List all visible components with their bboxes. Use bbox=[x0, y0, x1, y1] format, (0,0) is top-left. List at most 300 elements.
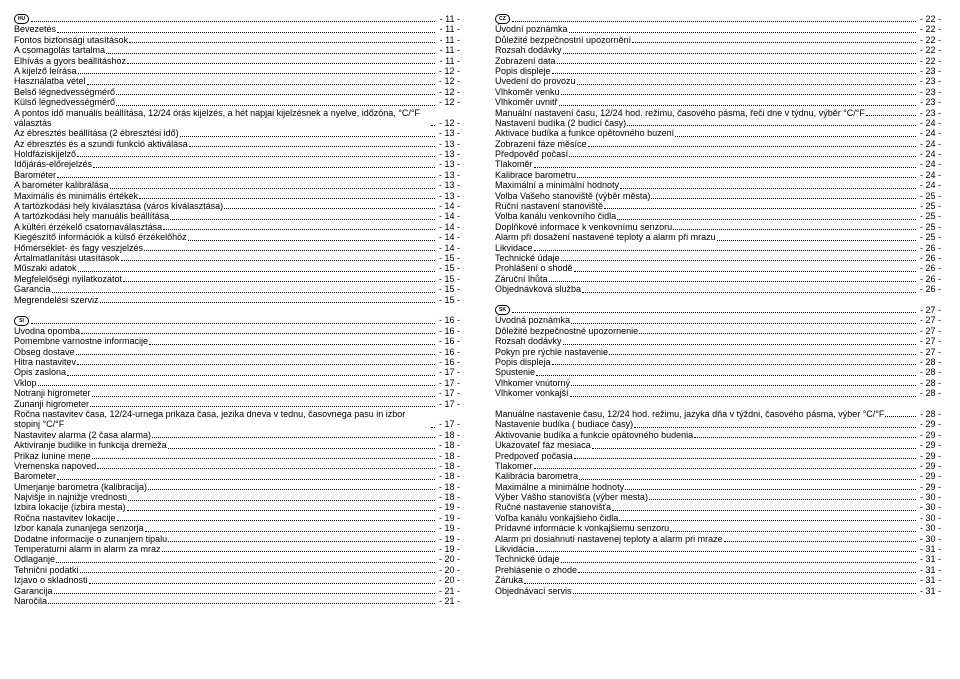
dot-leader bbox=[92, 458, 435, 459]
dot-leader bbox=[87, 84, 435, 85]
dot-leader bbox=[592, 448, 916, 449]
toc-entry-title: Likvidácia bbox=[495, 544, 535, 555]
toc-entry-title: Megrendelési szerviz bbox=[14, 294, 99, 305]
toc-entry[interactable] bbox=[495, 471, 941, 481]
toc-page-number: - 19 - bbox=[438, 502, 460, 513]
toc-entry-title: Obseg dostave bbox=[14, 346, 75, 357]
toc-page-number: - 13 - bbox=[438, 169, 460, 180]
toc-page-number: - 27 - bbox=[919, 325, 941, 336]
toc-entry[interactable] bbox=[495, 482, 941, 492]
toc-entry-title: Aktivace budíka a funkce opětovného buzení bbox=[495, 128, 675, 139]
toc-entry[interactable] bbox=[14, 503, 460, 513]
dot-leader bbox=[57, 32, 435, 33]
toc-entry[interactable] bbox=[14, 253, 460, 263]
toc-entry[interactable] bbox=[14, 66, 460, 76]
toc-page-number: - 30 - bbox=[919, 512, 941, 523]
toc-page-number: - 22 - bbox=[919, 24, 941, 35]
toc-entry[interactable] bbox=[14, 451, 460, 461]
toc-page-number: - 17 - bbox=[438, 377, 460, 388]
toc-entry[interactable] bbox=[495, 315, 941, 325]
dot-leader bbox=[561, 260, 916, 261]
dot-leader bbox=[582, 292, 916, 293]
toc-entry[interactable] bbox=[495, 399, 941, 420]
toc-entry-title: Pokyn pre rýchle nastavenie bbox=[495, 346, 609, 357]
toc-entry[interactable] bbox=[14, 586, 460, 596]
toc-page-number: - 15 - bbox=[438, 263, 460, 274]
toc-entry[interactable] bbox=[495, 56, 941, 66]
toc-entry[interactable] bbox=[495, 367, 941, 377]
toc-entry-title: Alarm pri dosiahnutí nastavenej teploty a alarm pri mraze bbox=[495, 533, 723, 544]
toc-entry-title: Vklop bbox=[14, 377, 37, 388]
toc-entry[interactable] bbox=[495, 326, 941, 336]
toc-entry[interactable] bbox=[495, 139, 941, 149]
toc-entry[interactable] bbox=[495, 76, 941, 86]
dot-leader bbox=[48, 603, 435, 604]
toc-entry-title: Hőmérséklet- és fagy veszjelzés bbox=[14, 242, 144, 253]
toc-page-number: - 26 - bbox=[919, 273, 941, 284]
toc-entry[interactable] bbox=[14, 575, 460, 585]
toc-entry[interactable] bbox=[14, 191, 460, 201]
toc-column-left bbox=[14, 14, 460, 617]
toc-entry-title: A tartózkodási hely kiválasztása (város kiválasztása) bbox=[14, 201, 224, 212]
toc-page-number: - 31 - bbox=[919, 575, 941, 586]
toc-entry[interactable] bbox=[14, 492, 460, 502]
dot-leader bbox=[78, 271, 435, 272]
toc-page-number: - 11 - bbox=[439, 13, 460, 24]
dot-leader bbox=[609, 354, 916, 355]
toc-entry-title: Dodatne informacije o zunanjem tipalu bbox=[14, 533, 168, 544]
toc-page-number: - 18 - bbox=[438, 492, 460, 503]
toc-page-number: - 23 - bbox=[919, 97, 941, 108]
toc-entry-title: Prohlášení o shodě bbox=[495, 263, 573, 274]
dot-leader bbox=[571, 323, 916, 324]
toc-entry[interactable] bbox=[14, 513, 460, 523]
toc-entry[interactable] bbox=[14, 461, 460, 471]
toc-entry[interactable] bbox=[495, 232, 941, 242]
toc-entry[interactable] bbox=[495, 274, 941, 284]
toc-section-header[interactable] bbox=[495, 14, 941, 24]
toc-entry[interactable] bbox=[495, 419, 941, 429]
toc-entry-title: Úvodní poznámka bbox=[495, 24, 568, 35]
dot-leader bbox=[534, 468, 916, 469]
dot-leader bbox=[77, 156, 435, 157]
toc-entry-title: Důležité bezpečnostní upozornění bbox=[495, 34, 632, 45]
toc-page-number: - 25 - bbox=[919, 221, 941, 232]
dot-leader bbox=[536, 375, 916, 376]
toc-page-number: - 28 - bbox=[919, 367, 941, 378]
toc-entry-title: Nastavitev alarma (2 časa alarma) bbox=[14, 429, 152, 440]
toc-page-number: - 24 - bbox=[919, 117, 941, 128]
toc-entry[interactable] bbox=[14, 336, 460, 346]
toc-entry[interactable] bbox=[14, 409, 460, 430]
dot-leader bbox=[534, 250, 916, 251]
toc-entry[interactable] bbox=[14, 534, 460, 544]
dot-leader bbox=[617, 219, 916, 220]
toc-page-number: - 27 - bbox=[919, 305, 941, 316]
toc-entry-title: Maximální a minimální hodnoty bbox=[495, 180, 620, 191]
toc-column-right bbox=[495, 14, 941, 607]
toc-entry[interactable] bbox=[495, 97, 941, 107]
toc-entry-title: Rozsah dodávky bbox=[495, 336, 562, 347]
toc-page-number: - 22 - bbox=[919, 55, 941, 66]
toc-entry[interactable] bbox=[14, 159, 460, 169]
toc-entry-title: A kültéri érzékelő csatornaválasztása bbox=[14, 221, 163, 232]
toc-entry[interactable] bbox=[495, 357, 941, 367]
toc-entry[interactable] bbox=[14, 45, 460, 55]
toc-section-header[interactable] bbox=[495, 305, 941, 315]
dot-leader bbox=[110, 188, 435, 189]
dot-leader bbox=[577, 177, 916, 178]
toc-page-number: - 26 - bbox=[919, 242, 941, 253]
toc-section-hu bbox=[14, 14, 460, 305]
dot-leader bbox=[117, 520, 435, 521]
toc-page-number: - 25 - bbox=[919, 232, 941, 243]
toc-entry[interactable] bbox=[14, 378, 460, 388]
toc-page-number: - 13 - bbox=[438, 149, 460, 160]
toc-entry[interactable] bbox=[14, 347, 460, 357]
toc-entry[interactable] bbox=[14, 180, 460, 190]
toc-entry-title: Technické údaje bbox=[495, 554, 560, 565]
dot-leader bbox=[38, 385, 435, 386]
toc-page-number: - 20 - bbox=[438, 575, 460, 586]
toc-page-number: - 19 - bbox=[438, 523, 460, 534]
toc-entry[interactable] bbox=[14, 471, 460, 481]
toc-entry[interactable] bbox=[14, 284, 460, 294]
dot-leader bbox=[627, 125, 916, 126]
toc-entry-title: Zobrazení fáze měsíce bbox=[495, 138, 587, 149]
dot-leader bbox=[536, 551, 916, 552]
toc-entry[interactable] bbox=[14, 596, 460, 606]
toc-entry[interactable] bbox=[14, 554, 460, 564]
dot-leader bbox=[31, 21, 435, 22]
toc-entry[interactable] bbox=[14, 24, 460, 34]
toc-page-number: - 14 - bbox=[438, 221, 460, 232]
toc-entry[interactable] bbox=[14, 357, 460, 367]
dot-leader bbox=[129, 42, 435, 43]
toc-page-number: - 17 - bbox=[438, 398, 460, 409]
toc-entry[interactable] bbox=[495, 565, 941, 575]
toc-entry[interactable] bbox=[495, 502, 941, 512]
toc-page-number: - 23 - bbox=[919, 76, 941, 87]
dot-leader bbox=[579, 479, 916, 480]
toc-entry-title: Voľba kanálu vonkajšieho čidla bbox=[495, 512, 619, 523]
toc-page-number: - 11 - bbox=[439, 45, 460, 56]
toc-page-number: - 31 - bbox=[919, 585, 941, 596]
dot-leader bbox=[78, 73, 435, 74]
dot-leader bbox=[569, 32, 916, 33]
toc-entry-title: Izbira lokacije (izbira mesta) bbox=[14, 502, 126, 513]
toc-page-number: - 17 - bbox=[438, 367, 460, 378]
toc-entry[interactable] bbox=[495, 35, 941, 45]
dot-leader bbox=[885, 416, 916, 417]
toc-entry-title: Doplňkové informace k venkovnímu senzoru bbox=[495, 221, 673, 232]
toc-page-number: - 11 - bbox=[439, 24, 460, 35]
dot-leader bbox=[168, 541, 435, 542]
toc-entry-title: Prehlásenie o zhode bbox=[495, 564, 578, 575]
toc-entry[interactable] bbox=[495, 222, 941, 232]
dot-leader bbox=[67, 375, 435, 376]
toc-entry[interactable] bbox=[495, 461, 941, 471]
toc-entry[interactable] bbox=[14, 211, 460, 221]
toc-entry[interactable] bbox=[495, 284, 941, 294]
toc-entry[interactable] bbox=[495, 575, 941, 585]
toc-entry-title: Pomembne varnostne informacije bbox=[14, 336, 149, 347]
toc-page-number: - 13 - bbox=[438, 190, 460, 201]
toc-entry[interactable] bbox=[495, 243, 941, 253]
toc-entry[interactable] bbox=[495, 430, 941, 440]
dot-leader bbox=[574, 271, 916, 272]
toc-page-number: - 24 - bbox=[919, 159, 941, 170]
toc-entry-title: Likvidace bbox=[495, 242, 533, 253]
dot-leader bbox=[534, 167, 916, 168]
toc-page-number: - 14 - bbox=[438, 201, 460, 212]
toc-page-number: - 23 - bbox=[919, 86, 941, 97]
dot-leader bbox=[116, 105, 435, 106]
toc-entry-title: Izjavo o skladnosti bbox=[14, 575, 88, 586]
toc-entry-title: Alarm při dosažení nastavené teploty a alarm při mrazu bbox=[495, 232, 716, 243]
dot-leader bbox=[569, 156, 916, 157]
dot-leader bbox=[144, 250, 435, 251]
toc-entry[interactable] bbox=[495, 253, 941, 263]
toc-entry-title: Záruční lhůta bbox=[495, 273, 548, 284]
dot-leader bbox=[54, 593, 435, 594]
toc-entry[interactable] bbox=[14, 35, 460, 45]
toc-entry-title: Ruční nastavení stanoviště bbox=[495, 201, 604, 212]
toc-entry[interactable] bbox=[495, 451, 941, 461]
toc-entry[interactable] bbox=[14, 440, 460, 450]
toc-page-number: - 24 - bbox=[919, 128, 941, 139]
dot-leader bbox=[77, 364, 435, 365]
toc-page-number: - 25 - bbox=[919, 201, 941, 212]
toc-entry[interactable] bbox=[495, 336, 941, 346]
toc-entry[interactable] bbox=[14, 565, 460, 575]
dot-leader bbox=[571, 385, 916, 386]
toc-entry[interactable] bbox=[495, 554, 941, 564]
toc-entry-title: Rozsah dodávky bbox=[495, 45, 562, 56]
toc-entry-title: Objednávací servis bbox=[495, 585, 572, 596]
dot-leader bbox=[670, 531, 916, 532]
toc-entry[interactable] bbox=[14, 108, 460, 129]
dot-leader bbox=[170, 219, 435, 220]
toc-entry[interactable] bbox=[14, 56, 460, 66]
toc-page-number: - 12 - bbox=[438, 65, 460, 76]
language-badge-icon: HU bbox=[14, 14, 29, 24]
toc-entry-title: A csomagolás tartalma bbox=[14, 45, 106, 56]
toc-entry-title: Az ébresztés és a szundi funkció aktiválása bbox=[14, 138, 188, 149]
toc-entry[interactable] bbox=[14, 295, 460, 305]
toc-entry-title: A barométer kalibrálása bbox=[14, 180, 109, 191]
toc-entry[interactable] bbox=[495, 108, 941, 118]
toc-entry-title: Dôležité bezpečnostné upozornenie bbox=[495, 325, 639, 336]
toc-entry[interactable] bbox=[495, 24, 941, 34]
toc-entry-title: A tartózkodási hely manuális beállítása bbox=[14, 211, 170, 222]
toc-entry-title: Uvedení do provozu bbox=[495, 76, 576, 87]
toc-entry-title: Umerjanje barometra (kalibracija) bbox=[14, 481, 148, 492]
toc-entry[interactable] bbox=[495, 534, 941, 544]
toc-page-number: - 30 - bbox=[919, 492, 941, 503]
dot-leader bbox=[563, 344, 916, 345]
toc-entry[interactable] bbox=[495, 263, 941, 273]
toc-entry-title: Izbor kanala zunanjega senzorja bbox=[14, 523, 144, 534]
dot-leader bbox=[561, 94, 916, 95]
toc-entry[interactable] bbox=[14, 222, 460, 232]
dot-leader bbox=[92, 396, 435, 397]
dot-leader bbox=[57, 177, 435, 178]
toc-entry[interactable] bbox=[495, 440, 941, 450]
toc-entry[interactable] bbox=[495, 347, 941, 357]
toc-page-number: - 12 - bbox=[438, 86, 460, 97]
toc-entry-title: Vlhkoměr uvnitř bbox=[495, 97, 558, 108]
dot-leader bbox=[673, 229, 916, 230]
toc-entry[interactable] bbox=[495, 180, 941, 190]
toc-entry-title: Holdfáziskijelző bbox=[14, 149, 77, 160]
dot-leader bbox=[632, 42, 916, 43]
toc-entry[interactable] bbox=[495, 128, 941, 138]
toc-entry-title: Prídavné informácie k vonkajšiemu senzoru bbox=[495, 523, 670, 534]
toc-entry[interactable] bbox=[495, 211, 941, 221]
toc-entry[interactable] bbox=[495, 544, 941, 554]
toc-page-number: - 28 - bbox=[919, 377, 941, 388]
toc-page-number: - 27 - bbox=[919, 315, 941, 326]
toc-entry-title: Vlhkomer vonkajší bbox=[495, 388, 569, 399]
toc-entry-title: Kalibrácia barometra bbox=[495, 471, 579, 482]
toc-entry-title: Ártalmatlanítási utasítások bbox=[14, 252, 120, 263]
toc-entry[interactable] bbox=[495, 45, 941, 55]
dot-leader bbox=[100, 302, 435, 303]
toc-section-header[interactable] bbox=[14, 315, 460, 325]
toc-page-number: - 30 - bbox=[919, 533, 941, 544]
toc-entry[interactable] bbox=[495, 523, 941, 533]
toc-entry[interactable] bbox=[14, 523, 460, 533]
toc-entry[interactable] bbox=[495, 159, 941, 169]
toc-entry[interactable] bbox=[14, 274, 460, 284]
toc-page-number: - 18 - bbox=[438, 450, 460, 461]
dot-leader bbox=[512, 312, 916, 313]
dot-leader bbox=[127, 63, 435, 64]
toc-page-number: - 27 - bbox=[919, 336, 941, 347]
dot-leader bbox=[552, 73, 916, 74]
toc-page-number: - 14 - bbox=[438, 242, 460, 253]
toc-entry[interactable] bbox=[14, 97, 460, 107]
toc-section-header[interactable] bbox=[14, 14, 460, 24]
toc-entry[interactable] bbox=[14, 87, 460, 97]
dot-leader bbox=[128, 500, 435, 501]
toc-page-number: - 19 - bbox=[438, 512, 460, 523]
toc-entry[interactable] bbox=[495, 87, 941, 97]
toc-entry-title: Technické údaje bbox=[495, 252, 560, 263]
toc-page-number: - 12 - bbox=[438, 76, 460, 87]
toc-entry[interactable] bbox=[495, 388, 941, 398]
toc-page-number: - 17 - bbox=[438, 388, 460, 399]
toc-entry[interactable] bbox=[14, 388, 460, 398]
toc-page-number: - 25 - bbox=[919, 190, 941, 201]
dot-leader bbox=[162, 551, 435, 552]
toc-page-number: - 14 - bbox=[438, 211, 460, 222]
dot-leader bbox=[619, 520, 916, 521]
toc-entry[interactable] bbox=[495, 149, 941, 159]
toc-page-number: - 21 - bbox=[438, 585, 460, 596]
toc-entry[interactable] bbox=[14, 326, 460, 336]
toc-page-number: - 25 - bbox=[919, 211, 941, 222]
toc-entry[interactable] bbox=[495, 170, 941, 180]
toc-page-number: - 15 - bbox=[438, 294, 460, 305]
dot-leader bbox=[189, 146, 435, 147]
toc-entry-title: Volba Vašeho stanoviště (výběr města) bbox=[495, 190, 651, 201]
toc-entry-title: Az ébresztés beállítása (2 ébresztési idő) bbox=[14, 128, 179, 139]
toc-entry[interactable] bbox=[495, 513, 941, 523]
dot-leader bbox=[724, 541, 916, 542]
toc-entry[interactable] bbox=[14, 482, 460, 492]
toc-entry-title: Aktiviranje budilke in funkcija dremeža bbox=[14, 440, 167, 451]
dot-leader bbox=[561, 562, 916, 563]
dot-leader bbox=[612, 510, 916, 511]
dot-leader bbox=[557, 63, 916, 64]
toc-entry-title: Időjárás-előrejelzés bbox=[14, 159, 93, 170]
toc-entry[interactable] bbox=[14, 399, 460, 409]
dot-leader bbox=[431, 125, 435, 126]
toc-page-number: - 11 - bbox=[439, 55, 460, 66]
dot-leader bbox=[180, 136, 435, 137]
toc-page-number: - 12 - bbox=[438, 117, 460, 128]
toc-entry-title: Műszaki adatok bbox=[14, 263, 77, 274]
dot-leader bbox=[127, 510, 435, 511]
dot-leader bbox=[106, 53, 435, 54]
toc-page-number: - 28 - bbox=[919, 388, 941, 399]
toc-entry[interactable] bbox=[495, 378, 941, 388]
toc-entry-title: Garancija bbox=[14, 585, 53, 596]
toc-entry[interactable] bbox=[14, 76, 460, 86]
toc-entry[interactable] bbox=[495, 586, 941, 596]
toc-entry[interactable] bbox=[495, 191, 941, 201]
toc-entry-title: Popis displeja bbox=[495, 356, 551, 367]
toc-entry[interactable] bbox=[14, 128, 460, 138]
toc-entry[interactable] bbox=[495, 66, 941, 76]
toc-entry[interactable] bbox=[14, 367, 460, 377]
dot-leader bbox=[717, 240, 916, 241]
toc-entry-title: Vremenska napoved bbox=[14, 460, 97, 471]
toc-entry[interactable] bbox=[14, 149, 460, 159]
toc-page-number: - 26 - bbox=[919, 263, 941, 274]
toc-entry[interactable] bbox=[495, 118, 941, 128]
toc-page-number: - 13 - bbox=[438, 159, 460, 170]
toc-entry[interactable] bbox=[14, 139, 460, 149]
toc-page-number: - 26 - bbox=[919, 284, 941, 295]
toc-entry[interactable] bbox=[14, 170, 460, 180]
toc-entry-title: Zunanji higrometer bbox=[14, 398, 90, 409]
toc-entry[interactable] bbox=[14, 232, 460, 242]
dot-leader bbox=[168, 448, 435, 449]
toc-entry[interactable] bbox=[495, 201, 941, 211]
toc-entry[interactable] bbox=[495, 492, 941, 502]
language-badge-icon: SI bbox=[14, 316, 29, 326]
toc-entry[interactable] bbox=[14, 263, 460, 273]
toc-entry-title: A kijelző leírása bbox=[14, 65, 77, 76]
toc-entry-title: Ročna nastavitev časa, 12/24-urnega prikaza časa, jezika dneva v tednu, časovnega pasu in izbor stopinj °C/°F bbox=[14, 408, 406, 430]
toc-entry-title: Uvodna opomba bbox=[14, 325, 81, 336]
dot-leader bbox=[52, 292, 435, 293]
toc-page-number: - 24 - bbox=[919, 149, 941, 160]
toc-entry-title: Výber Vášho stanovišťa (výber mesta) bbox=[495, 492, 648, 503]
toc-entry[interactable] bbox=[14, 430, 460, 440]
dot-leader bbox=[81, 333, 435, 334]
toc-entry-title: Bevezetés bbox=[14, 24, 57, 35]
dot-leader bbox=[694, 437, 916, 438]
toc-entry[interactable] bbox=[14, 544, 460, 554]
toc-entry[interactable] bbox=[14, 201, 460, 211]
toc-entry-title: Kiegészítő információk a külső érzékelőhöz bbox=[14, 232, 187, 243]
toc-entry[interactable] bbox=[14, 243, 460, 253]
toc-page-number: - 15 - bbox=[438, 273, 460, 284]
